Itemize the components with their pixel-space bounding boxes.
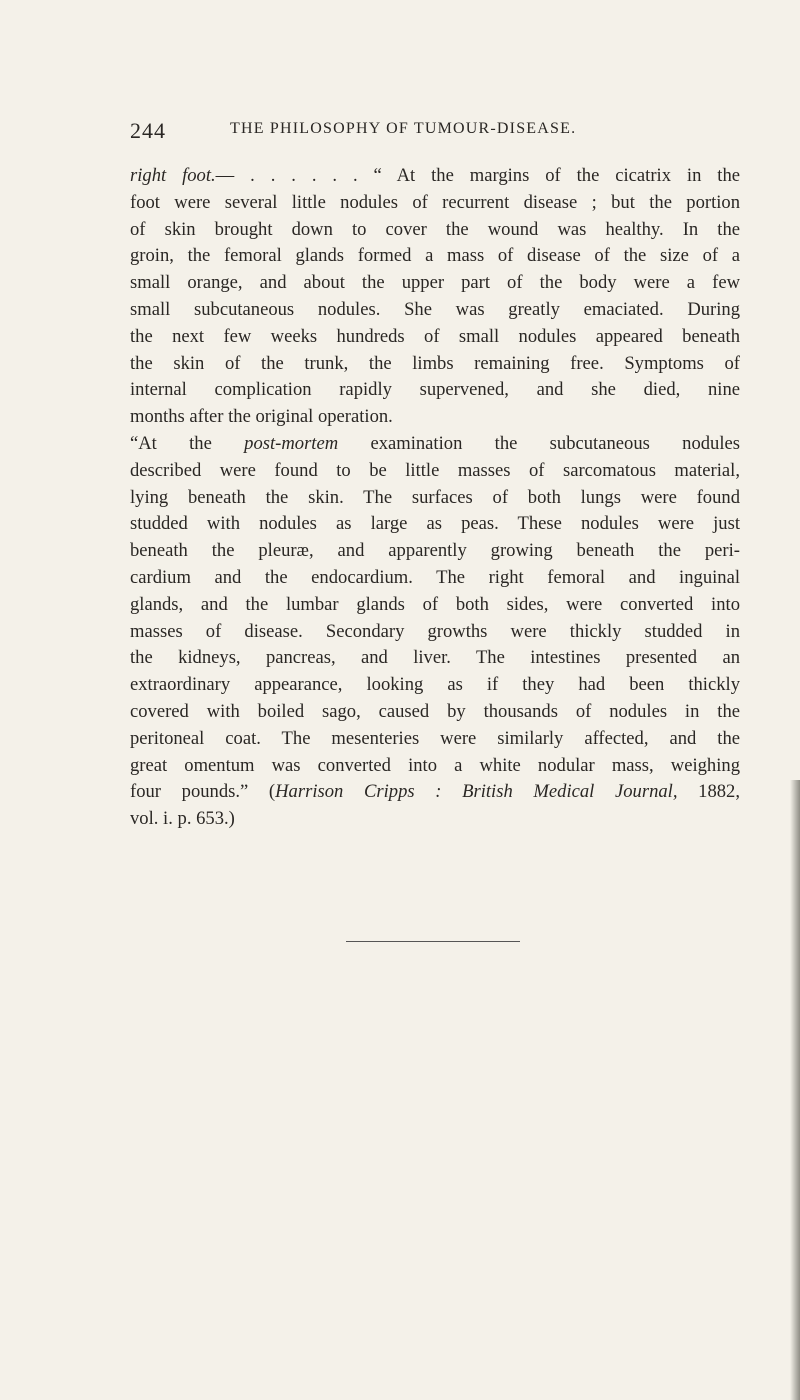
running-title: THE PHILOSOPHY OF TUMOUR-DISEASE. bbox=[230, 120, 577, 137]
text-line bbox=[130, 217, 740, 244]
text-run: described were found to be little masses of sarcomatous material, bbox=[130, 459, 740, 481]
text-line bbox=[130, 619, 740, 646]
text-run: extraordinary appearance, looking as if they had been thickly bbox=[130, 674, 740, 696]
text-line bbox=[130, 270, 740, 297]
text-run: four pounds.” ( bbox=[130, 781, 276, 803]
text-run: beneath the pleuræ, and apparently growing beneath the peri- bbox=[130, 540, 740, 562]
text-run: internal complication rapidly supervened, and she died, nine bbox=[130, 379, 740, 401]
text-line bbox=[130, 806, 740, 833]
text-line bbox=[130, 538, 740, 565]
text-line bbox=[130, 726, 740, 753]
text-line bbox=[130, 458, 740, 485]
text-run: lying beneath the skin. The surfaces of both lungs were found bbox=[130, 486, 740, 508]
text-run: great omentum was converted into a white nodular mass, weighing bbox=[130, 754, 740, 776]
text-line bbox=[130, 485, 740, 512]
text-run: small orange, and about the upper part of the body were a few bbox=[130, 272, 740, 294]
page-number: 244 bbox=[130, 118, 166, 143]
text-run: of skin brought down to cover the wound was healthy. In the bbox=[130, 218, 740, 240]
text-run: vol. i. p. 653.) bbox=[130, 808, 235, 830]
page-edge-shadow bbox=[790, 780, 800, 1400]
text-line bbox=[130, 511, 740, 538]
text-run: the next few weeks hundreds of small nodules appeared beneath bbox=[130, 325, 740, 347]
text-line bbox=[130, 351, 740, 378]
page-header bbox=[130, 118, 740, 148]
text-run: cardium and the endocardium. The right femoral and inguinal bbox=[130, 566, 740, 588]
text-line bbox=[130, 297, 740, 324]
text-line bbox=[130, 565, 740, 592]
text-run: masses of disease. Secondary growths were thickly studded in bbox=[130, 620, 740, 642]
text-line bbox=[130, 324, 740, 351]
text-line bbox=[130, 243, 740, 270]
text-run: “At the bbox=[130, 432, 245, 454]
text-line bbox=[130, 592, 740, 619]
text-run: peritoneal coat. The mesenteries were similarly affected, and the bbox=[130, 727, 740, 749]
text-run: groin, the femoral glands formed a mass of disease of the size of a bbox=[130, 245, 740, 267]
text-line bbox=[130, 163, 740, 190]
section-rule bbox=[346, 941, 520, 942]
text-line bbox=[130, 779, 740, 806]
italic-text: right foot. bbox=[130, 165, 216, 186]
text-line bbox=[130, 431, 740, 458]
text-line bbox=[130, 377, 740, 404]
italic-text: post-mortem bbox=[244, 432, 339, 454]
body-text bbox=[130, 163, 740, 833]
text-run: 1882, bbox=[677, 781, 740, 803]
text-run: glands, and the lumbar glands of both sides, were converted into bbox=[130, 593, 740, 615]
text-run: small subcutaneous nodules. She was greatly emaciated. During bbox=[130, 298, 740, 320]
text-run: studded with nodules as large as peas. These nodules were just bbox=[130, 513, 740, 535]
text-line bbox=[130, 753, 740, 780]
text-line bbox=[130, 645, 740, 672]
text-run: foot were several little nodules of recurrent disease ; but the portion bbox=[130, 191, 740, 213]
text-run: the kidneys, pancreas, and liver. The intestines presented an bbox=[130, 647, 740, 669]
text-line bbox=[130, 404, 740, 431]
text-line bbox=[130, 190, 740, 217]
text-run: the skin of the trunk, the limbs remaining free. Symptoms of bbox=[130, 352, 740, 374]
text-run: months after the original operation. bbox=[130, 406, 393, 428]
text-run: — . . . . . . “ At the margins of the cicatrix in the bbox=[215, 165, 740, 186]
text-run: examination the subcutaneous nodules bbox=[338, 432, 740, 454]
text-line bbox=[130, 699, 740, 726]
italic-text: Harrison Cripps : British Medical Journal, bbox=[275, 781, 678, 803]
text-line bbox=[130, 672, 740, 699]
text-run: covered with boiled sago, caused by thousands of nodules in the bbox=[130, 700, 740, 722]
